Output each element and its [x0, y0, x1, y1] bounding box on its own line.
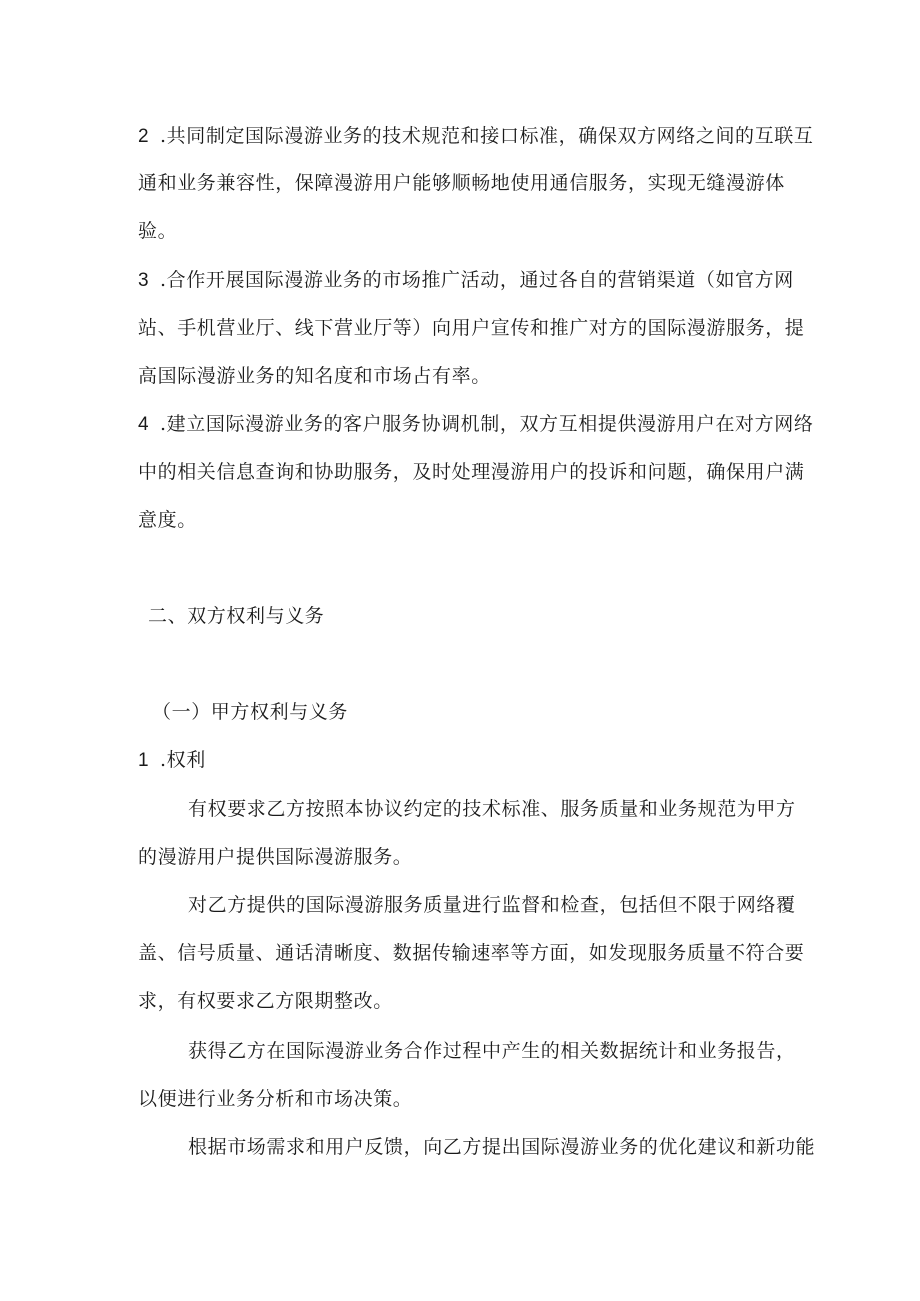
item-number: 2	[138, 126, 150, 147]
paragraph-2-line-2: 盖、信号质量、通话清晰度、数据传输速率等方面，如发现服务质量不符合要	[138, 942, 805, 964]
item-text: .建立国际漫游业务的客户服务协调机制，双方互相提供漫游用户在对方网络	[160, 413, 814, 435]
paragraph-3-line-1: 获得乙方在国际漫游业务合作过程中产生的相关数据统计和业务报告，	[188, 1040, 796, 1062]
rights-heading	[138, 748, 206, 773]
rights-number: 1	[138, 750, 150, 771]
rights-label: .权利	[160, 749, 206, 771]
item-number: 3	[138, 270, 150, 291]
item-text: .合作开展国际漫游业务的市场推广活动，通过各自的营销渠道（如官方网	[160, 269, 794, 291]
paragraph-3-line-2: 以便进行业务分析和市场决策。	[138, 1088, 413, 1110]
item-2-line-1	[138, 124, 813, 149]
item-3-line-1	[138, 268, 794, 293]
item-2-line-3: 验。	[138, 220, 178, 242]
paragraph-4-line-1: 根据市场需求和用户反馈，向乙方提出国际漫游业务的优化建议和新功能	[188, 1136, 816, 1158]
item-3-line-3: 高国际漫游业务的知名度和市场占有率。	[138, 365, 491, 387]
item-3-line-2: 站、手机营业厅、线下营业厅等）向用户宣传和推广对方的国际漫游服务，提	[138, 317, 805, 339]
item-2-line-2: 通和业务兼容性，保障漫游用户能够顺畅地使用通信服务，实现无缝漫游体	[138, 172, 785, 194]
item-4-line-1	[138, 412, 813, 437]
section-heading: 二、双方权利与义务	[148, 605, 325, 627]
paragraph-1-line-1: 有权要求乙方按照本协议约定的技术标准、服务质量和业务规范为甲方	[188, 798, 796, 820]
item-text: .共同制定国际漫游业务的技术规范和接口标准，确保双方网络之间的互联互	[160, 125, 814, 147]
paragraph-2-line-3: 求，有权要求乙方限期整改。	[138, 990, 393, 1012]
item-number: 4	[138, 414, 150, 435]
subsection-heading: （一）甲方权利与义务	[152, 701, 349, 723]
item-4-line-2: 中的相关信息查询和协助服务，及时处理漫游用户的投诉和问题，确保用户满	[138, 461, 805, 483]
item-4-line-3: 意度。	[138, 509, 197, 531]
paragraph-2-line-1: 对乙方提供的国际漫游服务质量进行监督和检查，包括但不限于网络覆	[188, 894, 796, 916]
paragraph-1-line-2: 的漫游用户提供国际漫游服务。	[138, 846, 413, 868]
